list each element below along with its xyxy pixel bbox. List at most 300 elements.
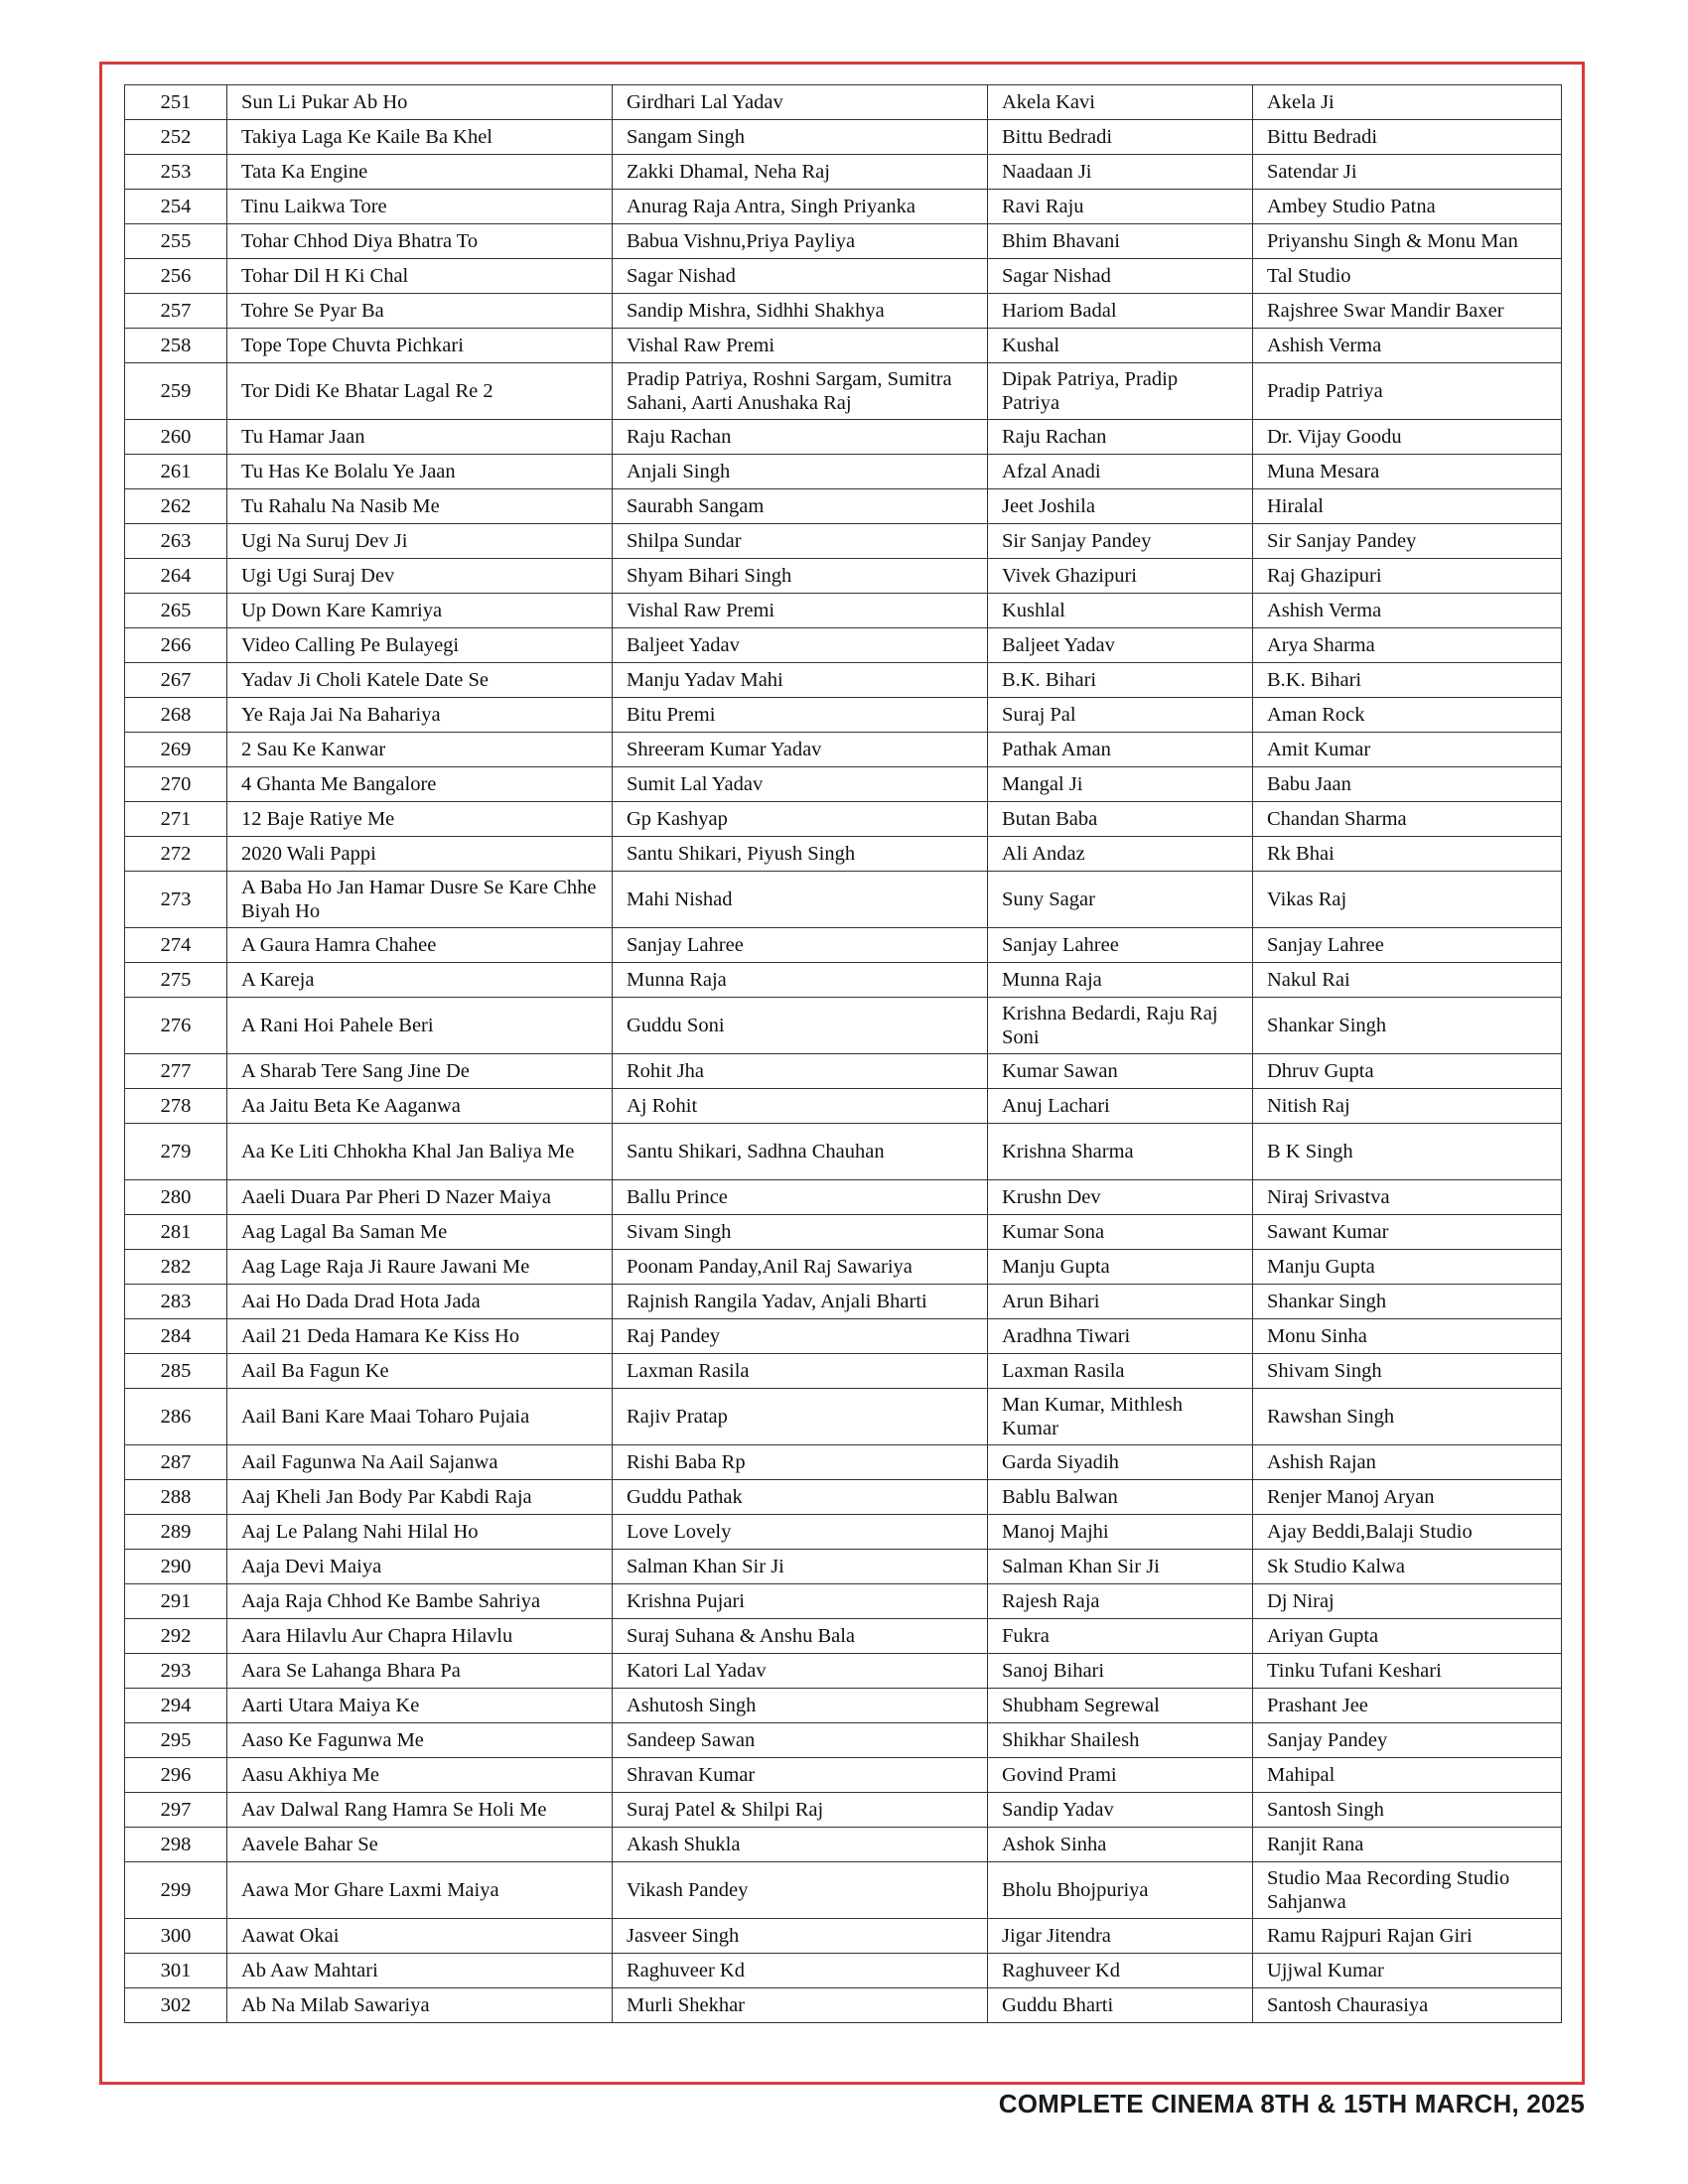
table-row (125, 363, 1562, 420)
cell-lyricist: Krishna Bedardi, Raju Raj Soni (988, 998, 1253, 1054)
cell-music: Prashant Jee (1253, 1689, 1562, 1723)
cell-number: 278 (125, 1089, 227, 1124)
cell-singer: Vishal Raw Premi (613, 594, 988, 628)
table-row (125, 294, 1562, 329)
cell-song-title: Tu Rahalu Na Nasib Me (227, 489, 613, 524)
table-row (125, 1319, 1562, 1354)
cell-number: 274 (125, 928, 227, 963)
cell-song-title: Aag Lage Raja Ji Raure Jawani Me (227, 1250, 613, 1285)
cell-lyricist: Man Kumar, Mithlesh Kumar (988, 1389, 1253, 1445)
cell-number: 291 (125, 1584, 227, 1619)
footer-publication: COMPLETE CINEMA 8TH & 15TH MARCH, 2025 (998, 2089, 1585, 2118)
cell-song-title: Aa Ke Liti Chhokha Khal Jan Baliya Me (227, 1124, 613, 1180)
cell-number: 254 (125, 190, 227, 224)
table-row (125, 1250, 1562, 1285)
cell-singer: Vikash Pandey (613, 1862, 988, 1919)
cell-lyricist: Raghuveer Kd (988, 1954, 1253, 1988)
cell-singer: Murli Shekhar (613, 1988, 988, 2023)
cell-song-title: Up Down Kare Kamriya (227, 594, 613, 628)
cell-number: 267 (125, 663, 227, 698)
table-row (125, 120, 1562, 155)
cell-music: Chandan Sharma (1253, 802, 1562, 837)
cell-singer: Suraj Patel & Shilpi Raj (613, 1793, 988, 1828)
cell-song-title: Aaj Le Palang Nahi Hilal Ho (227, 1515, 613, 1550)
cell-lyricist: Arun Bihari (988, 1285, 1253, 1319)
cell-singer: Sivam Singh (613, 1215, 988, 1250)
cell-singer: Raghuveer Kd (613, 1954, 988, 1988)
cell-music: Nitish Raj (1253, 1089, 1562, 1124)
cell-number: 296 (125, 1758, 227, 1793)
table-row (125, 1689, 1562, 1723)
cell-music: Ranjit Rana (1253, 1828, 1562, 1862)
table-row (125, 1619, 1562, 1654)
cell-song-title: Aawa Mor Ghare Laxmi Maiya (227, 1862, 613, 1919)
cell-lyricist: Garda Siyadih (988, 1445, 1253, 1480)
cell-music: Sawant Kumar (1253, 1215, 1562, 1250)
cell-music: Tinku Tufani Keshari (1253, 1654, 1562, 1689)
cell-lyricist: Jeet Joshila (988, 489, 1253, 524)
cell-number: 251 (125, 85, 227, 120)
cell-lyricist: Shubham Segrewal (988, 1689, 1253, 1723)
cell-singer: Laxman Rasila (613, 1354, 988, 1389)
table-row (125, 733, 1562, 767)
cell-song-title: Aavele Bahar Se (227, 1828, 613, 1862)
song-table (124, 84, 1562, 2023)
cell-number: 286 (125, 1389, 227, 1445)
cell-number: 259 (125, 363, 227, 420)
cell-number: 292 (125, 1619, 227, 1654)
table-row (125, 1445, 1562, 1480)
cell-number: 256 (125, 259, 227, 294)
cell-song-title: 12 Baje Ratiye Me (227, 802, 613, 837)
cell-number: 294 (125, 1689, 227, 1723)
cell-number: 280 (125, 1180, 227, 1215)
cell-singer: Baljeet Yadav (613, 628, 988, 663)
cell-number: 293 (125, 1654, 227, 1689)
cell-number: 273 (125, 872, 227, 928)
table-row (125, 455, 1562, 489)
cell-singer: Pradip Patriya, Roshni Sargam, Sumitra Sahani, Aarti Anushaka Raj (613, 363, 988, 420)
cell-song-title: Tinu Laikwa Tore (227, 190, 613, 224)
cell-singer: Bitu Premi (613, 698, 988, 733)
cell-number: 271 (125, 802, 227, 837)
cell-music: Ajay Beddi,Balaji Studio (1253, 1515, 1562, 1550)
cell-singer: Sumit Lal Yadav (613, 767, 988, 802)
cell-number: 255 (125, 224, 227, 259)
cell-singer: Rohit Jha (613, 1054, 988, 1089)
cell-song-title: 2020 Wali Pappi (227, 837, 613, 872)
cell-song-title: Aarti Utara Maiya Ke (227, 1689, 613, 1723)
cell-singer: Rajiv Pratap (613, 1389, 988, 1445)
table-row (125, 1054, 1562, 1089)
cell-singer: Rajnish Rangila Yadav, Anjali Bharti (613, 1285, 988, 1319)
cell-lyricist: Akela Kavi (988, 85, 1253, 120)
cell-music: Sanjay Lahree (1253, 928, 1562, 963)
cell-number: 266 (125, 628, 227, 663)
cell-lyricist: Bittu Bedradi (988, 120, 1253, 155)
cell-music: Tal Studio (1253, 259, 1562, 294)
cell-lyricist: Kumar Sawan (988, 1054, 1253, 1089)
table-row (125, 1285, 1562, 1319)
cell-singer: Santu Shikari, Piyush Singh (613, 837, 988, 872)
cell-music: Ariyan Gupta (1253, 1619, 1562, 1654)
table-row (125, 1215, 1562, 1250)
cell-song-title: Aawat Okai (227, 1919, 613, 1954)
cell-lyricist: Sir Sanjay Pandey (988, 524, 1253, 559)
cell-music: Niraj Srivastva (1253, 1180, 1562, 1215)
cell-lyricist: Kumar Sona (988, 1215, 1253, 1250)
table-row (125, 85, 1562, 120)
cell-number: 260 (125, 420, 227, 455)
cell-lyricist: Guddu Bharti (988, 1988, 1253, 2023)
table-row (125, 1793, 1562, 1828)
cell-number: 261 (125, 455, 227, 489)
table-row (125, 155, 1562, 190)
cell-lyricist: Bholu Bhojpuriya (988, 1862, 1253, 1919)
cell-song-title: Aail Bani Kare Maai Toharo Pujaia (227, 1389, 613, 1445)
cell-music: Arya Sharma (1253, 628, 1562, 663)
cell-lyricist: Afzal Anadi (988, 455, 1253, 489)
table-row (125, 998, 1562, 1054)
cell-number: 295 (125, 1723, 227, 1758)
cell-music: Shankar Singh (1253, 998, 1562, 1054)
cell-number: 299 (125, 1862, 227, 1919)
cell-number: 270 (125, 767, 227, 802)
cell-music: Ashish Verma (1253, 594, 1562, 628)
cell-lyricist: Shikhar Shailesh (988, 1723, 1253, 1758)
cell-singer: Raju Rachan (613, 420, 988, 455)
cell-number: 302 (125, 1988, 227, 2023)
cell-song-title: Video Calling Pe Bulayegi (227, 628, 613, 663)
cell-music: Akela Ji (1253, 85, 1562, 120)
table-row (125, 559, 1562, 594)
table-row (125, 1180, 1562, 1215)
cell-number: 283 (125, 1285, 227, 1319)
cell-lyricist: B.K. Bihari (988, 663, 1253, 698)
cell-number: 284 (125, 1319, 227, 1354)
cell-music: Ujjwal Kumar (1253, 1954, 1562, 1988)
cell-number: 263 (125, 524, 227, 559)
cell-song-title: Tohar Dil H Ki Chal (227, 259, 613, 294)
cell-number: 289 (125, 1515, 227, 1550)
cell-song-title: Takiya Laga Ke Kaile Ba Khel (227, 120, 613, 155)
cell-song-title: 2 Sau Ke Kanwar (227, 733, 613, 767)
cell-music: Ashish Verma (1253, 329, 1562, 363)
cell-song-title: Aaeli Duara Par Pheri D Nazer Maiya (227, 1180, 613, 1215)
cell-lyricist: Raju Rachan (988, 420, 1253, 455)
cell-music: Priyanshu Singh & Monu Man (1253, 224, 1562, 259)
cell-music: Dhruv Gupta (1253, 1054, 1562, 1089)
cell-lyricist: Salman Khan Sir Ji (988, 1550, 1253, 1584)
cell-singer: Anjali Singh (613, 455, 988, 489)
cell-song-title: Sun Li Pukar Ab Ho (227, 85, 613, 120)
cell-song-title: Aag Lagal Ba Saman Me (227, 1215, 613, 1250)
cell-lyricist: Aradhna Tiwari (988, 1319, 1253, 1354)
cell-lyricist: Sagar Nishad (988, 259, 1253, 294)
cell-music: Sir Sanjay Pandey (1253, 524, 1562, 559)
cell-music: B.K. Bihari (1253, 663, 1562, 698)
cell-music: Satendar Ji (1253, 155, 1562, 190)
table-row (125, 928, 1562, 963)
cell-music: Shivam Singh (1253, 1354, 1562, 1389)
cell-lyricist: Ashok Sinha (988, 1828, 1253, 1862)
cell-singer: Salman Khan Sir Ji (613, 1550, 988, 1584)
cell-singer: Rishi Baba Rp (613, 1445, 988, 1480)
cell-singer: Raj Pandey (613, 1319, 988, 1354)
cell-lyricist: Krishna Sharma (988, 1124, 1253, 1180)
cell-singer: Shyam Bihari Singh (613, 559, 988, 594)
cell-song-title: Tohar Chhod Diya Bhatra To (227, 224, 613, 259)
cell-song-title: Ugi Na Suruj Dev Ji (227, 524, 613, 559)
cell-singer: Katori Lal Yadav (613, 1654, 988, 1689)
cell-singer: Girdhari Lal Yadav (613, 85, 988, 120)
cell-song-title: Yadav Ji Choli Katele Date Se (227, 663, 613, 698)
cell-music: Bittu Bedradi (1253, 120, 1562, 155)
cell-singer: Shravan Kumar (613, 1758, 988, 1793)
cell-song-title: Ab Na Milab Sawariya (227, 1988, 613, 2023)
cell-song-title: A Kareja (227, 963, 613, 998)
cell-lyricist: Jigar Jitendra (988, 1919, 1253, 1954)
table-row (125, 524, 1562, 559)
table-row (125, 1828, 1562, 1862)
cell-lyricist: Sandip Yadav (988, 1793, 1253, 1828)
cell-singer: Sagar Nishad (613, 259, 988, 294)
cell-singer: Suraj Suhana & Anshu Bala (613, 1619, 988, 1654)
cell-lyricist: Krushn Dev (988, 1180, 1253, 1215)
cell-singer: Poonam Panday,Anil Raj Sawariya (613, 1250, 988, 1285)
cell-lyricist: Laxman Rasila (988, 1354, 1253, 1389)
cell-lyricist: Hariom Badal (988, 294, 1253, 329)
cell-music: B K Singh (1253, 1124, 1562, 1180)
cell-song-title: Aaja Devi Maiya (227, 1550, 613, 1584)
cell-number: 258 (125, 329, 227, 363)
cell-singer: Santu Shikari, Sadhna Chauhan (613, 1124, 988, 1180)
table-row (125, 1988, 1562, 2023)
cell-music: Babu Jaan (1253, 767, 1562, 802)
table-row (125, 802, 1562, 837)
cell-number: 268 (125, 698, 227, 733)
cell-lyricist: Sanoj Bihari (988, 1654, 1253, 1689)
table-row (125, 663, 1562, 698)
table-row (125, 1758, 1562, 1793)
cell-song-title: Tope Tope Chuvta Pichkari (227, 329, 613, 363)
cell-music: Santosh Singh (1253, 1793, 1562, 1828)
cell-music: Ramu Rajpuri Rajan Giri (1253, 1919, 1562, 1954)
table-row (125, 872, 1562, 928)
cell-music: Sk Studio Kalwa (1253, 1550, 1562, 1584)
cell-number: 281 (125, 1215, 227, 1250)
cell-number: 272 (125, 837, 227, 872)
table-row (125, 329, 1562, 363)
table-row (125, 420, 1562, 455)
cell-music: Manju Gupta (1253, 1250, 1562, 1285)
table-row (125, 628, 1562, 663)
cell-number: 282 (125, 1250, 227, 1285)
cell-song-title: Tohre Se Pyar Ba (227, 294, 613, 329)
cell-number: 301 (125, 1954, 227, 1988)
cell-lyricist: Ali Andaz (988, 837, 1253, 872)
cell-lyricist: Manoj Majhi (988, 1515, 1253, 1550)
cell-lyricist: Kushlal (988, 594, 1253, 628)
cell-song-title: A Gaura Hamra Chahee (227, 928, 613, 963)
cell-song-title: Aara Hilavlu Aur Chapra Hilavlu (227, 1619, 613, 1654)
table-row (125, 1089, 1562, 1124)
cell-song-title: A Sharab Tere Sang Jine De (227, 1054, 613, 1089)
table-row (125, 1550, 1562, 1584)
cell-singer: Jasveer Singh (613, 1919, 988, 1954)
cell-singer: Ballu Prince (613, 1180, 988, 1215)
cell-singer: Akash Shukla (613, 1828, 988, 1862)
cell-song-title: Aaso Ke Fagunwa Me (227, 1723, 613, 1758)
cell-music: Renjer Manoj Aryan (1253, 1480, 1562, 1515)
table-row (125, 1389, 1562, 1445)
table-row (125, 1354, 1562, 1389)
cell-song-title: Aai Ho Dada Drad Hota Jada (227, 1285, 613, 1319)
cell-lyricist: Suraj Pal (988, 698, 1253, 733)
table-row (125, 1862, 1562, 1919)
cell-lyricist: Mangal Ji (988, 767, 1253, 802)
cell-music: Rawshan Singh (1253, 1389, 1562, 1445)
cell-number: 279 (125, 1124, 227, 1180)
cell-lyricist: Govind Prami (988, 1758, 1253, 1793)
cell-lyricist: Suny Sagar (988, 872, 1253, 928)
cell-singer: Zakki Dhamal, Neha Raj (613, 155, 988, 190)
cell-lyricist: Bablu Balwan (988, 1480, 1253, 1515)
table-row (125, 963, 1562, 998)
cell-number: 277 (125, 1054, 227, 1089)
cell-music: Muna Mesara (1253, 455, 1562, 489)
table-row (125, 1723, 1562, 1758)
cell-singer: Sangam Singh (613, 120, 988, 155)
cell-music: Aman Rock (1253, 698, 1562, 733)
cell-song-title: A Baba Ho Jan Hamar Dusre Se Kare Chhe Biyah Ho (227, 872, 613, 928)
cell-music: Studio Maa Recording Studio Sahjanwa (1253, 1862, 1562, 1919)
cell-lyricist: Fukra (988, 1619, 1253, 1654)
table-row (125, 1654, 1562, 1689)
cell-lyricist: Vivek Ghazipuri (988, 559, 1253, 594)
cell-number: 269 (125, 733, 227, 767)
cell-number: 300 (125, 1919, 227, 1954)
cell-song-title: Tu Has Ke Bolalu Ye Jaan (227, 455, 613, 489)
table-row (125, 767, 1562, 802)
cell-lyricist: Manju Gupta (988, 1250, 1253, 1285)
cell-number: 288 (125, 1480, 227, 1515)
cell-lyricist: Ravi Raju (988, 190, 1253, 224)
cell-music: Rk Bhai (1253, 837, 1562, 872)
cell-music: Sanjay Pandey (1253, 1723, 1562, 1758)
cell-music: Pradip Patriya (1253, 363, 1562, 420)
cell-song-title: Ugi Ugi Suraj Dev (227, 559, 613, 594)
cell-song-title: Aa Jaitu Beta Ke Aaganwa (227, 1089, 613, 1124)
table-row (125, 1954, 1562, 1988)
cell-number: 253 (125, 155, 227, 190)
cell-singer: Krishna Pujari (613, 1584, 988, 1619)
cell-song-title: Aail 21 Deda Hamara Ke Kiss Ho (227, 1319, 613, 1354)
cell-song-title: A Rani Hoi Pahele Beri (227, 998, 613, 1054)
cell-singer: Saurabh Sangam (613, 489, 988, 524)
table-row (125, 837, 1562, 872)
cell-music: Nakul Rai (1253, 963, 1562, 998)
cell-singer: Shreeram Kumar Yadav (613, 733, 988, 767)
table-row (125, 1515, 1562, 1550)
cell-music: Mahipal (1253, 1758, 1562, 1793)
cell-music: Shankar Singh (1253, 1285, 1562, 1319)
cell-music: Dj Niraj (1253, 1584, 1562, 1619)
cell-music: Raj Ghazipuri (1253, 559, 1562, 594)
cell-song-title: 4 Ghanta Me Bangalore (227, 767, 613, 802)
cell-singer: Love Lovely (613, 1515, 988, 1550)
cell-lyricist: Dipak Patriya, Pradip Patriya (988, 363, 1253, 420)
table-row (125, 1124, 1562, 1180)
cell-singer: Manju Yadav Mahi (613, 663, 988, 698)
cell-lyricist: Pathak Aman (988, 733, 1253, 767)
cell-song-title: Tu Hamar Jaan (227, 420, 613, 455)
table-row (125, 594, 1562, 628)
cell-music: Rajshree Swar Mandir Baxer (1253, 294, 1562, 329)
cell-lyricist: Kushal (988, 329, 1253, 363)
table-row (125, 190, 1562, 224)
cell-singer: Ashutosh Singh (613, 1689, 988, 1723)
song-table-body (125, 85, 1562, 2023)
cell-singer: Guddu Pathak (613, 1480, 988, 1515)
cell-number: 287 (125, 1445, 227, 1480)
cell-music: Monu Sinha (1253, 1319, 1562, 1354)
cell-lyricist: Rajesh Raja (988, 1584, 1253, 1619)
table-row (125, 489, 1562, 524)
cell-number: 262 (125, 489, 227, 524)
cell-lyricist: Naadaan Ji (988, 155, 1253, 190)
cell-number: 252 (125, 120, 227, 155)
cell-singer: Aj Rohit (613, 1089, 988, 1124)
cell-singer: Sanjay Lahree (613, 928, 988, 963)
cell-song-title: Aasu Akhiya Me (227, 1758, 613, 1793)
cell-song-title: Ab Aaw Mahtari (227, 1954, 613, 1988)
cell-lyricist: Baljeet Yadav (988, 628, 1253, 663)
cell-number: 276 (125, 998, 227, 1054)
cell-song-title: Aav Dalwal Rang Hamra Se Holi Me (227, 1793, 613, 1828)
cell-lyricist: Sanjay Lahree (988, 928, 1253, 963)
cell-song-title: Aail Fagunwa Na Aail Sajanwa (227, 1445, 613, 1480)
cell-number: 265 (125, 594, 227, 628)
cell-number: 264 (125, 559, 227, 594)
table-row (125, 259, 1562, 294)
cell-music: Ambey Studio Patna (1253, 190, 1562, 224)
cell-singer: Mahi Nishad (613, 872, 988, 928)
cell-singer: Vishal Raw Premi (613, 329, 988, 363)
cell-number: 275 (125, 963, 227, 998)
cell-number: 290 (125, 1550, 227, 1584)
cell-lyricist: Bhim Bhavani (988, 224, 1253, 259)
cell-singer: Munna Raja (613, 963, 988, 998)
cell-number: 257 (125, 294, 227, 329)
table-row (125, 1584, 1562, 1619)
cell-song-title: Aaja Raja Chhod Ke Bambe Sahriya (227, 1584, 613, 1619)
table-row (125, 698, 1562, 733)
cell-music: Ashish Rajan (1253, 1445, 1562, 1480)
cell-singer: Guddu Soni (613, 998, 988, 1054)
cell-music: Vikas Raj (1253, 872, 1562, 928)
cell-singer: Anurag Raja Antra, Singh Priyanka (613, 190, 988, 224)
cell-singer: Gp Kashyap (613, 802, 988, 837)
cell-lyricist: Butan Baba (988, 802, 1253, 837)
cell-music: Hiralal (1253, 489, 1562, 524)
cell-singer: Shilpa Sundar (613, 524, 988, 559)
table-row (125, 1480, 1562, 1515)
cell-music: Amit Kumar (1253, 733, 1562, 767)
cell-number: 297 (125, 1793, 227, 1828)
cell-number: 285 (125, 1354, 227, 1389)
table-row (125, 1919, 1562, 1954)
